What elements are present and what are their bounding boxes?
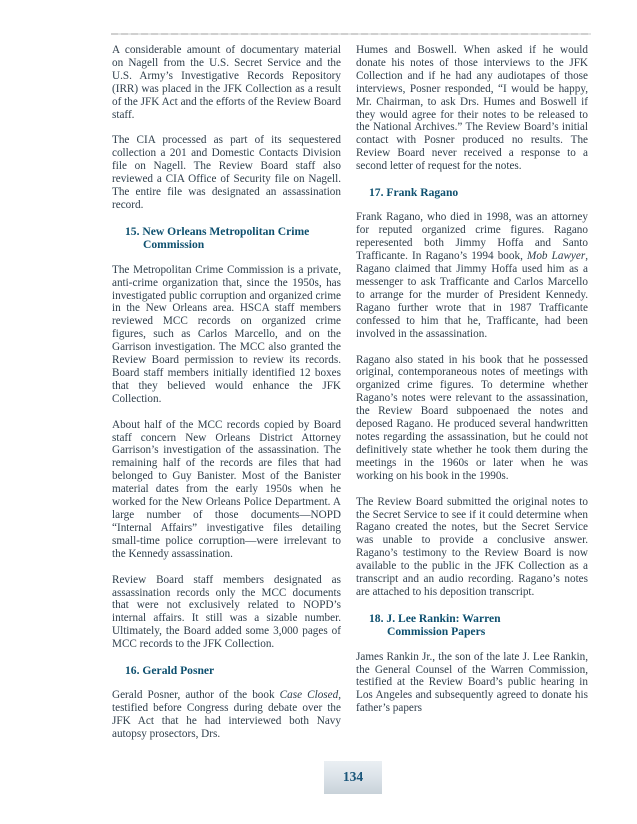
paragraph-ragano-intro	[356, 211, 588, 340]
left-column	[112, 44, 341, 741]
page-number-badge: 134	[324, 761, 382, 794]
paragraph-cia-processed: The CIA processed as part of its sequestered collection a 201 and Domestic Contacts Division file on Nagell. The Review Board staff also reviewed a CIA Office of Security file on Nagell. The entire file was designated an assassination record.	[112, 134, 341, 211]
paragraph-humes-boswell: Humes and Boswell. When asked if he would donate his notes of those interviews to the JFK Collection and if he had any audiotapes of those interviews, Posner responded, “I would be happy, Mr. Chairman, to ask Drs. Humes and Boswell if they would agree for their notes to be released to the National Archives.” The Review Board’s initial contact with Posner produced no results. The Review Board never received a response to a second letter of request for the notes.	[356, 44, 588, 173]
page-header-rule	[111, 33, 591, 35]
heading-line-1: 16. Gerald Posner	[125, 664, 215, 678]
book-title-mob-lawyer: Mob Lawyer	[527, 250, 586, 263]
heading-line-1: 18. J. Lee Rankin: Warren	[369, 611, 501, 625]
book-title-case-closed: Case Closed	[279, 689, 339, 702]
heading-line-2: Commission Papers	[387, 625, 486, 639]
paragraph-ragano-notes: Ragano also stated in his book that he possessed original, contemporaneous notes of meetings with organized crime figures. To determine whether Ragano’s notes were relevant to the assassination, the Review Board subpoenaed the notes and deposed Ragano. He produced several handwritten notes regarding the assassination, but he could not definitively state whether he took them during the meetings in the 1960s or later when he was working on his book in the 1990s.	[356, 353, 588, 482]
paragraph-mcc-records: About half of the MCC records copied by Board staff concern New Orleans District Attorney Garrison’s investigation of the assassination. The remaining half of the records are files that had belonged to Guy Banister. Most of the Banister material dates from the early 1950s when he worked for the New Orleans Police Department. A large number of those documents—NOPD “Internal Affairs” investigative files detailing small-time police corruption—were irrelevant to the Kennedy assassination.	[112, 418, 341, 560]
heading-18-j-lee-rankin	[356, 612, 588, 639]
page-content	[112, 44, 588, 741]
paragraph-text: Frank Ragano, who died in 1998, was an attorney for reputed organized crime figures. Ragano reperesented both Jimmy Hoffa and Santo Trafficante. In Ragano’s 1994 book,	[356, 211, 588, 263]
heading-17-frank-ragano	[356, 186, 588, 199]
paragraph-posner	[112, 689, 341, 741]
heading-line-2: Commission	[143, 238, 205, 252]
paragraph-mcc-designated: Review Board staff members designated as assassination records only the MCC documents that were not exclusively related to NOPD’s internal affairs. It still was a sizable number. Ultimately, the Board added some 3,000 pages of MCC records to the JFK Collection.	[112, 573, 341, 651]
heading-line-1: 15. New Orleans Metropolitan Crime	[125, 224, 310, 238]
paragraph-text: , Ragano claimed that Jimmy Hoffa used him as a messenger to ask Trafficante and Carlos Marcello to arrange for the murder of President Kennedy. Ragano further wrote that in 1987 Trafficante confessed to him that he, Trafficante, had been involved in the assassination.	[356, 250, 588, 340]
paragraph-text: Gerald Posner, author of the book	[112, 689, 280, 702]
heading-16-gerald-posner	[112, 664, 341, 677]
paragraph-text: , testified before Congress during debate over the JFK Act that he had interviewed both Navy autopsy prosectors, Drs.	[112, 689, 342, 741]
paragraph-rankin: James Rankin Jr., the son of the late J. Lee Rankin, the General Counsel of the Warren Commission, testified at the Review Board’s public hearing in Los Angeles and subsequently agreed to donate his father’s papers	[356, 650, 588, 715]
paragraph-secret-service: The Review Board submitted the original notes to the Secret Service to see if it could determine when Ragano created the notes, but the Secret Service was unable to provide a conclusive answer. Ragano’s testimony to the Review Board is now available to the public in the JFK Collection as a transcript and an audio recording. Ragano’s notes are attached to his deposition transcript.	[356, 495, 588, 598]
heading-line-1: 17. Frank Ragano	[369, 186, 459, 200]
right-column	[356, 44, 588, 741]
paragraph-nagell-documents: A considerable amount of documentary material on Nagell from the U.S. Secret Service and the U.S. Army’s Investigative Records Repository (IRR) was placed in the JFK Collection as a result of the JFK Act and the efforts of the Review Board staff.	[112, 44, 341, 121]
heading-15-new-orleans-crime-commission	[112, 225, 341, 252]
paragraph-mcc-intro: The Metropolitan Crime Commission is a private, anti-crime organization that, since the 1950s, has investigated public corruption and organized crime in the New Orleans area. HSCA staff members reviewed MCC records on organized crime figures, such as Carlos Marcello, and on the Garrison investigation. The MCC also granted the Review Board permission to review its records. Board staff members initially identified 12 boxes that they believed would enhance the JFK Collection.	[112, 263, 341, 405]
